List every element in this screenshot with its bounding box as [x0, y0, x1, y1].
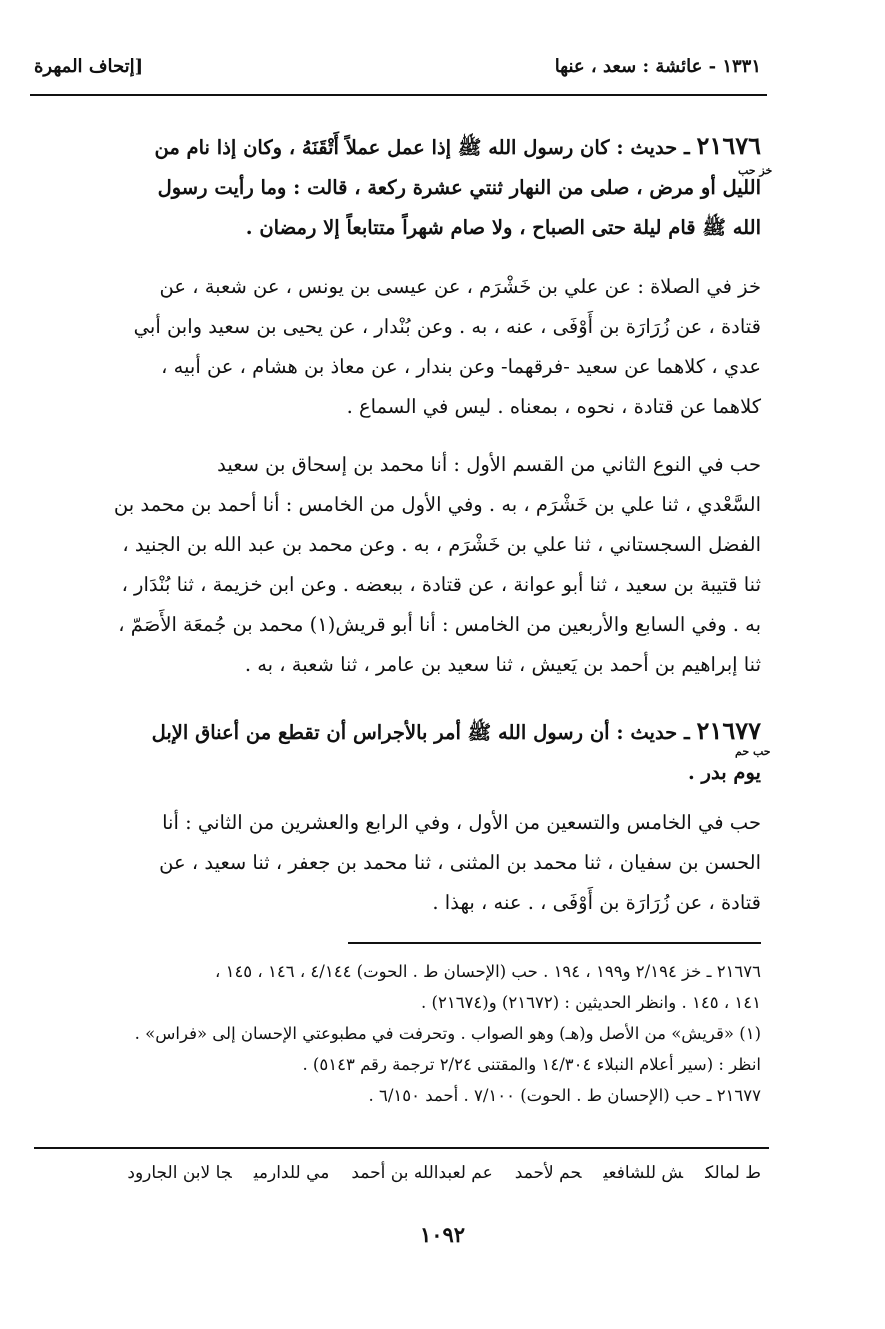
text-line: حب في الخامس والتسعين من الأول ، وفي الرابع والعشرين من الثاني : أنا	[162, 811, 761, 834]
legend-item: ط لمالك	[705, 1163, 761, 1183]
text-line: الفضل السجستاني ، ثنا علي بن خَشْرَم ، به . وعن محمد بن عبد الله بن الجنيد ،	[122, 533, 761, 556]
footnote-divider	[348, 942, 761, 944]
text-line: قتادة ، عن زُرَارَة بن أَوْفَى ، . عنه ، بهذا .	[432, 891, 761, 914]
hadith-number: ٢١٦٧٧	[696, 716, 761, 745]
text-line: ثنا قتيبة بن سعيد ، ثنا أبو عوانة ، عن قتادة ، ببعضه . وعن ابن خزيمة ، ثنا بُنْدَار ،	[121, 573, 761, 596]
running-header	[34, 56, 761, 90]
isnad-paragraph-khz	[48, 267, 761, 427]
footnotes	[48, 956, 761, 1111]
hadith-line	[48, 711, 761, 753]
hadith-21676	[48, 126, 761, 248]
footnote-line: ٢١٦٧٧ ـ حب (الإحسان ط . الحوت) ٧/١٠٠ . أحمد ٦/١٥٠ .	[368, 1086, 761, 1105]
hadith-text: ـ حديث : أن رسول الله ﷺ أمر بالأجراس أن تقطع من أعناق الإبل	[151, 721, 690, 744]
text-line: عدي ، كلاهما عن سعيد -فرقهما- وعن بندار ، عن معاذ بن هشام ، عن أبيه ،	[161, 355, 761, 378]
hadith-line: الله ﷺ قام ليلة حتى الصباح ، ولا صام شهراً متتابعاً إلا رمضان .	[245, 216, 761, 239]
hadith-21677	[48, 711, 761, 793]
header-divider	[30, 94, 767, 96]
text-line: قتادة ، عن زُرَارَة بن أَوْفَى ، عنه ، به . وعن بُنْدار ، عن يحيى بن سعيد وابن أبي	[133, 315, 761, 338]
legend-item: حم لأحمد	[514, 1163, 582, 1183]
hadith-line: الليل أو مرض ، صلى من النهار ثنتي عشرة ركعة ، قالت : وما رأيت رسول	[157, 176, 761, 199]
text-line: ثنا إبراهيم بن أحمد بن يَعيش ، ثنا سعيد بن عامر ، ثنا شعبة ، به .	[244, 653, 761, 676]
hadith-text: ـ حديث : كان رسول الله ﷺ إذا عمل عملاً أَتْقَنَهُ ، وكان إذا نام من	[154, 136, 690, 159]
hadith-number: ٢١٦٧٦	[696, 131, 761, 160]
footnote-line: (١) «قريش» من الأصل و(هـ) وهو الصواب . وتحرفت في مطبوعتي الإحسان إلى «فراس» .	[134, 1024, 761, 1043]
text-line: حب في النوع الثاني من القسم الأول : أنا محمد بن إسحاق بن سعيد	[217, 453, 761, 476]
page-number: ١٠٩٢	[419, 1222, 466, 1247]
isnad-paragraph-hb	[48, 445, 761, 685]
header-book-title: [إتحاف المهرة	[34, 56, 144, 77]
text-line: كلاهما عن قتادة ، نحوه ، بمعناه . ليس في السماع .	[346, 395, 761, 418]
legend-item: عم لعبدالله بن أحمد	[351, 1163, 493, 1183]
text-line: السَّعْدي ، ثنا علي بن خَشْرَم ، به . وفي الأول من الخامس : أنا أحمد بن محمد بن	[113, 493, 761, 516]
footnote-line: ١٤١ ، ١٤٥ . وانظر الحديثين : (٢١٦٧٢) و(٢١٦٧٤) .	[421, 993, 761, 1012]
hadith-line	[48, 126, 761, 168]
source-sigla: خز حب	[738, 164, 773, 177]
isnad-paragraph-hb-2	[48, 803, 761, 923]
legend-item: ش للشافعي	[603, 1163, 684, 1183]
legend-item: مي للدارمي	[253, 1163, 330, 1183]
text-line: الحسن بن سفيان ، ثنا محمد بن المثنى ، ثنا محمد بن جعفر ، ثنا سعيد ، عن	[159, 851, 761, 874]
header-chapter-title: ١٣٣١ - عائشة : سعد ، عنها	[554, 56, 761, 77]
abbreviation-legend	[105, 1163, 761, 1183]
source-sigla: حب حم	[735, 745, 771, 758]
footnote-line: انظر : (سير أعلام النبلاء ١٤/٣٠٤ والمقتنى ٢/٢٤ ترجمة رقم ٥١٤٣) .	[302, 1055, 761, 1074]
text-line: به . وفي السابع والأربعين من الخامس : أنا أبو قريش(١) محمد بن جُمعَة الأَصَمّ ،	[118, 613, 761, 636]
text-line: خز في الصلاة : عن علي بن خَشْرَم ، عن عيسى بن يونس ، عن شعبة ، عن	[159, 275, 761, 298]
hadith-line: يوم بدر .	[687, 761, 761, 784]
footnote-line: ٢١٦٧٦ ـ خز ٢/١٩٤ و١٩٩ ، ١٩٤ . حب (الإحسان ط . الحوت) ٤/١٤٤ ، ١٤٦ ، ١٤٥ ،	[215, 962, 761, 981]
legend-item: جا لابن الجارود	[127, 1163, 232, 1183]
footer-divider	[34, 1147, 769, 1149]
